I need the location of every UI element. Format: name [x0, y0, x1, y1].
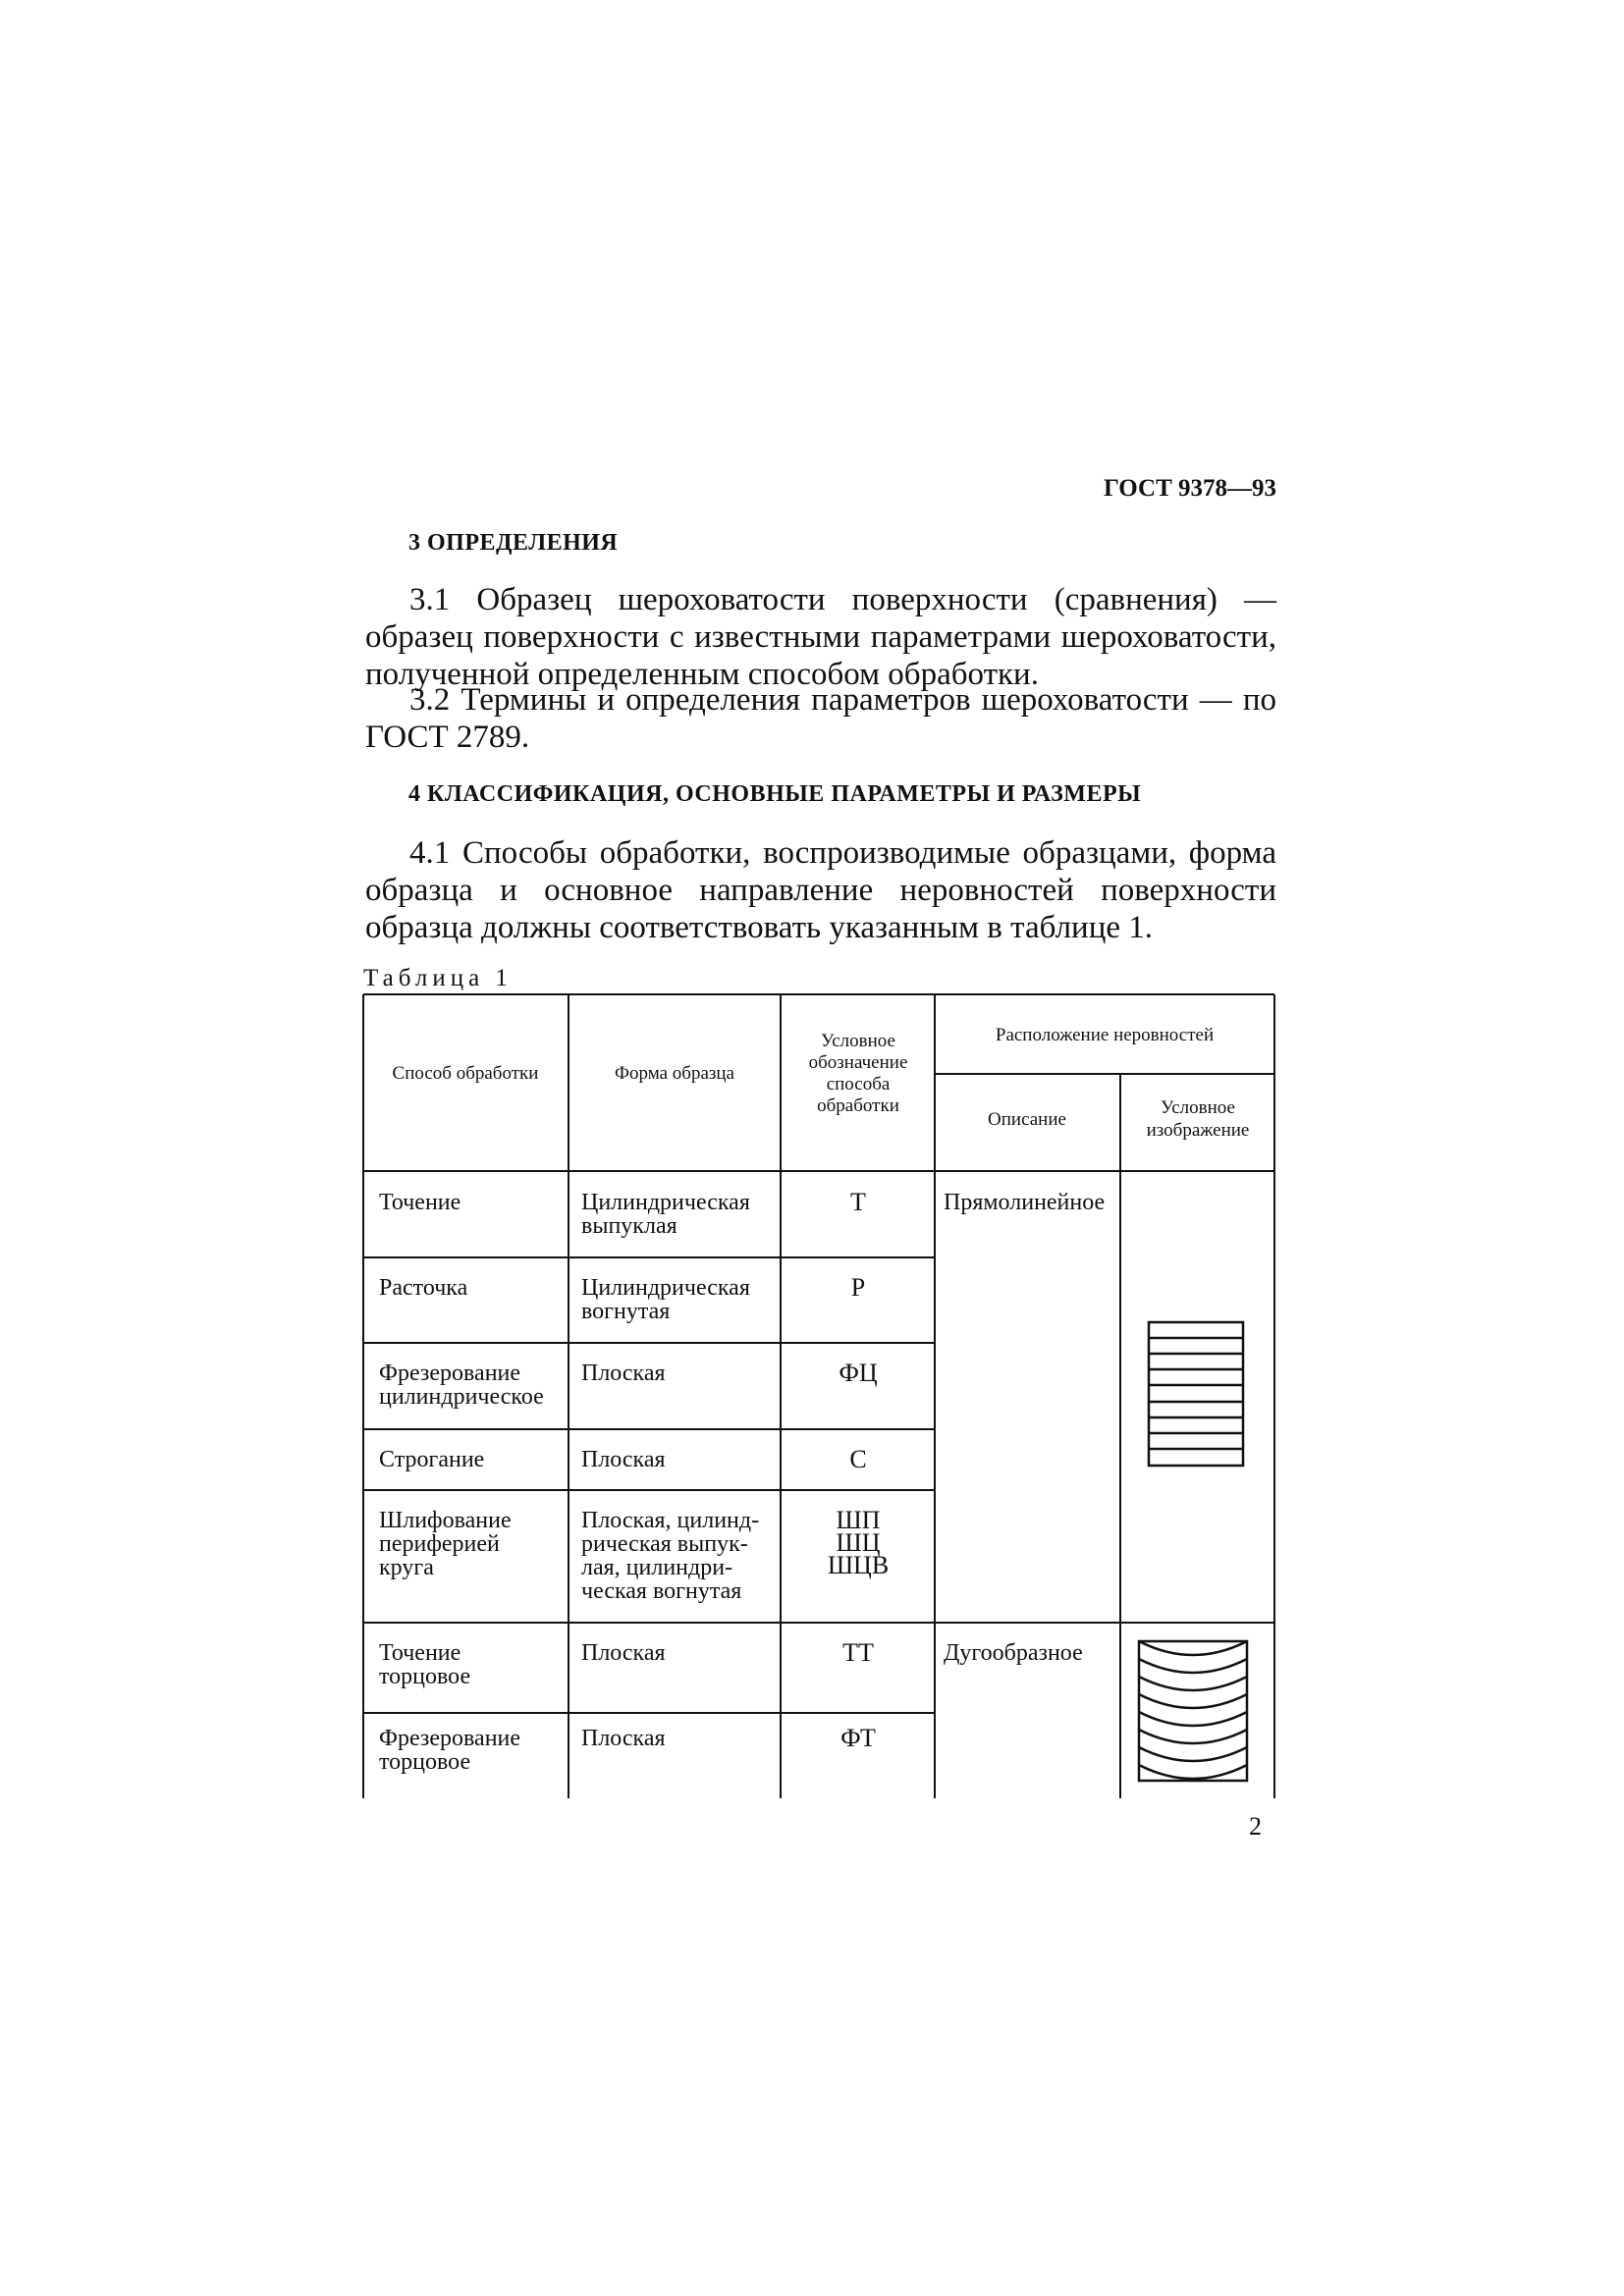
header-symbol-line: Условное	[821, 1031, 895, 1051]
row-7-shape: Плоская	[581, 1726, 666, 1751]
group-straight-description: Прямолинейное	[944, 1190, 1106, 1215]
row-1-shape: выпуклая	[581, 1213, 677, 1239]
row-5-symbol: ШП	[836, 1506, 881, 1534]
header-shape: Форма образца	[614, 1063, 735, 1084]
row-2-shape: вогнутая	[581, 1299, 671, 1324]
group-arc-description: Дугообразное	[944, 1640, 1083, 1666]
row-4-symbol: С	[849, 1445, 867, 1473]
row-7-symbol: ФТ	[840, 1724, 876, 1752]
row-5-shape: лая, цилиндри-	[581, 1555, 733, 1580]
header-image-line: Условное	[1161, 1097, 1235, 1118]
row-2-shape: Цилиндрическая	[581, 1275, 750, 1301]
row-7-method: торцовое	[379, 1749, 471, 1775]
row-5-symbol: ШЦВ	[827, 1551, 890, 1579]
row-6-symbol: ТТ	[842, 1638, 874, 1667]
row-4-method: Строгание	[379, 1447, 485, 1472]
header-image-line: изображение	[1146, 1120, 1250, 1141]
section-3-title: 3 ОПРЕДЕЛЕНИЯ	[408, 530, 619, 556]
header-method: Способ обработки	[392, 1063, 539, 1084]
row-3-method: Фрезерование	[379, 1361, 521, 1386]
page-number: 2	[1249, 1812, 1262, 1841]
row-1-shape: Цилиндрическая	[581, 1190, 750, 1215]
arc-lay-pattern-icon	[1139, 1641, 1247, 1781]
section-4-title: 4 КЛАССИФИКАЦИЯ, ОСНОВНЫЕ ПАРАМЕТРЫ И РАЗМЕРЫ	[408, 781, 1142, 807]
document-code: ГОСТ 9378—93	[1103, 475, 1276, 502]
row-2-method: Расточка	[379, 1275, 468, 1301]
row-1-symbol: Т	[850, 1188, 866, 1216]
row-7-method: Фрезерование	[379, 1726, 521, 1751]
row-3-symbol: ФЦ	[839, 1359, 878, 1387]
row-5-method: Шлифование	[379, 1508, 512, 1533]
header-symbol-line: способа	[826, 1074, 891, 1095]
header-arrangement: Расположение неровностей	[995, 1025, 1215, 1045]
paragraph-3-2-text: 3.2 Термины и определения параметров шероховатости — по ГОСТ 2789.	[365, 682, 1276, 755]
paragraph-3-1-text: 3.1 Образец шероховатости поверхности (сравнения) — образец поверхности с известными параметрами шероховатости, полученной определенным способом обработки.	[365, 582, 1276, 692]
row-5-shape: ческая вогнутая	[581, 1578, 742, 1604]
header-description: Описание	[988, 1109, 1066, 1130]
header-symbol-line: обозначение	[808, 1052, 908, 1073]
row-5-method: круга	[379, 1555, 434, 1580]
row-3-shape: Плоская	[581, 1361, 666, 1386]
row-6-method: торцовое	[379, 1664, 471, 1689]
header-symbol-line: обработки	[817, 1095, 899, 1116]
straight-lay-pattern-icon	[1149, 1322, 1243, 1466]
row-5-method: периферией	[379, 1531, 500, 1557]
row-4-shape: Плоская	[581, 1447, 666, 1472]
row-1-method: Точение	[379, 1190, 461, 1215]
row-5-symbol: ШЦ	[836, 1528, 881, 1557]
paragraph-4-1-text: 4.1 Способы обработки, воспроизводимые образцами, форма образца и основное направление неровностей поверхности образца должны соответствовать указанным в таблице 1.	[365, 835, 1276, 945]
row-3-method: цилиндрическое	[379, 1384, 544, 1410]
row-5-shape: Плоская, цилинд-	[581, 1508, 760, 1533]
row-2-symbol: Р	[850, 1273, 866, 1302]
table-caption: Таблица 1	[363, 965, 513, 991]
row-6-method: Точение	[379, 1640, 461, 1666]
row-6-shape: Плоская	[581, 1640, 666, 1666]
row-5-shape: рическая выпук-	[581, 1531, 748, 1557]
